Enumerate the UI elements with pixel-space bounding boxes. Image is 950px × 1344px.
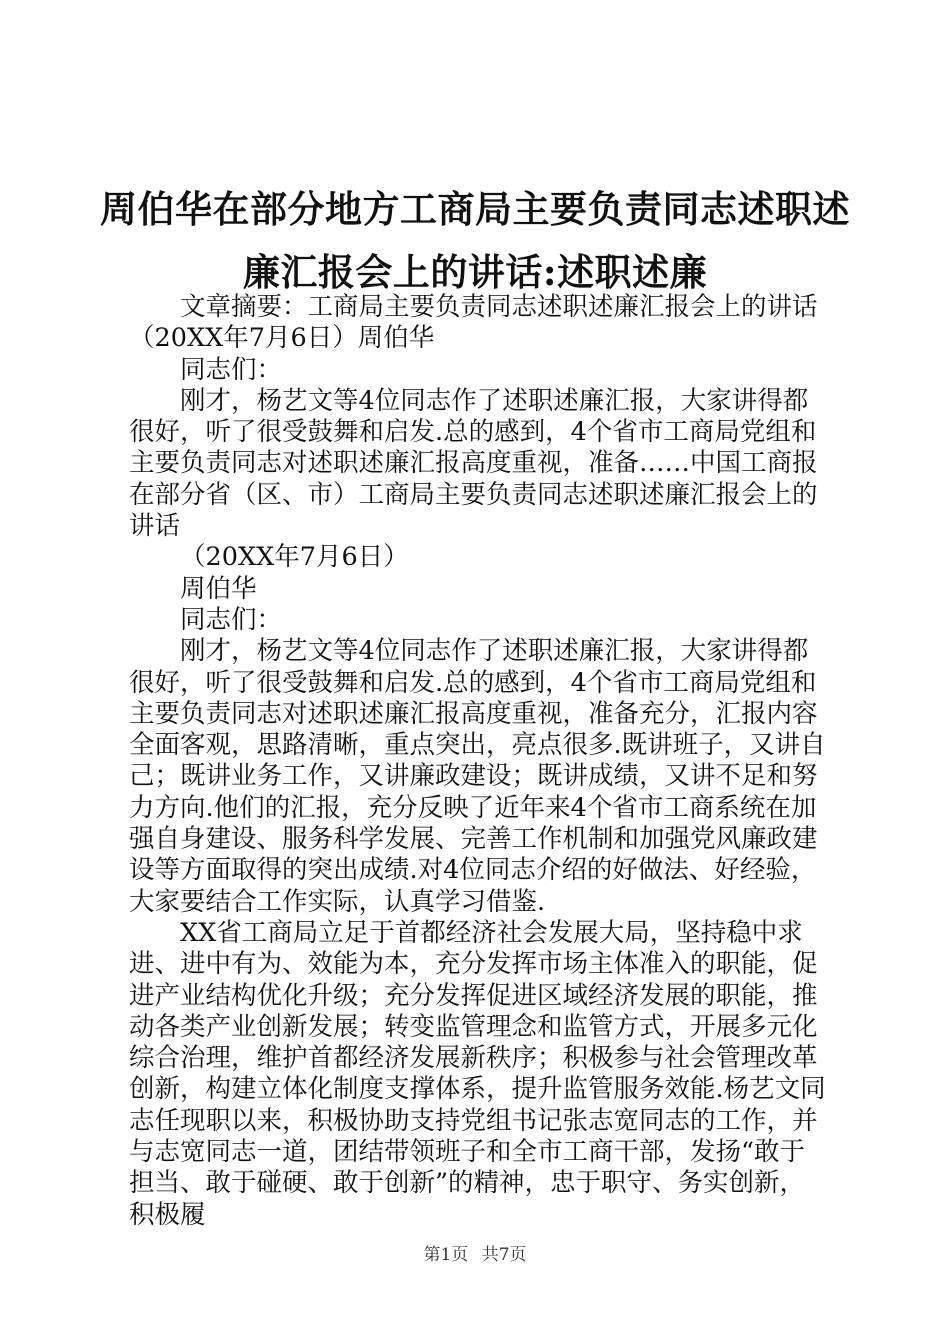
document-body (129, 292, 829, 1231)
salutation: 同志们： (180, 354, 283, 385)
title-line-2: 廉汇报会上的讲话:述职述廉 (242, 250, 708, 294)
title-line-1: 周伯华在部分地方工商局主要负责同志述职述 (100, 187, 850, 231)
page-footer (0, 1240, 950, 1265)
body-paragraph: 刚才，杨艺文等4位同志作了述职述廉汇报，大家讲得都很好，听了很受鼓舞和启发.总的感到，4个省市工商局党组和主要负责同志对述职述廉汇报高度重视，准备……中国工商报在部分省（区、市）工商局主要负责同志述职述廉汇报会上的讲话 (129, 385, 818, 542)
salutation: 同志们： (180, 604, 283, 635)
body-paragraph: 刚才，杨艺文等4位同志作了述职述廉汇报，大家讲得都很好，听了很受鼓舞和启发.总的感到，4个省市工商局党组和主要负责同志对述职述廉汇报高度重视，准备充分，汇报内容全面客观，思路清晰，重点突出，亮点很多.既讲班子，又讲自己；既讲业务工作，又讲廉政建设；既讲成绩，又讲不足和努力方向.他们的汇报，充分反映了近年来4个省市工商系统在加强自身建设、服务科学发展、完善工作机制和加强党风廉政建设等方面取得的突出成绩.对4位同志介绍的好做法、好经验，大家要结合工作实际，认真学习借鉴. (129, 636, 826, 917)
date-line: （20XX年7月6日） (180, 542, 409, 573)
page-number: 第1页 (423, 1245, 469, 1265)
body-paragraph: XX省工商局立足于首都经济社会发展大局，坚持稳中求进、进中有为、效能为本，充分发挥市场主体准入的职能，促进产业结构优化升级；充分发挥促进区域经济发展的职能，推动各类产业创新发展；转变监管理念和监管方式，开展多元化综合治理，维护首都经济发展新秩序；积极参与社会管理改革创新，构建立体化制度支撑体系，提升监管服务效能.杨艺文同志任现职以来，积极协助支持党组书记张志宽同志的工作，并与志宽同志一道，团结带领班子和全市工商干部，发扬“敢于担当、敢于碰硬、敢于创新”的精神，忠于职守、务实创新，积极履 (129, 917, 826, 1230)
document-title (100, 178, 850, 304)
abstract-paragraph: 文章摘要：工商局主要负责同志述职述廉汇报会上的讲话（20XX年7月6日）周伯华 (129, 292, 818, 354)
page-total: 共7页 (481, 1245, 527, 1265)
author-line: 周伯华 (180, 573, 257, 604)
